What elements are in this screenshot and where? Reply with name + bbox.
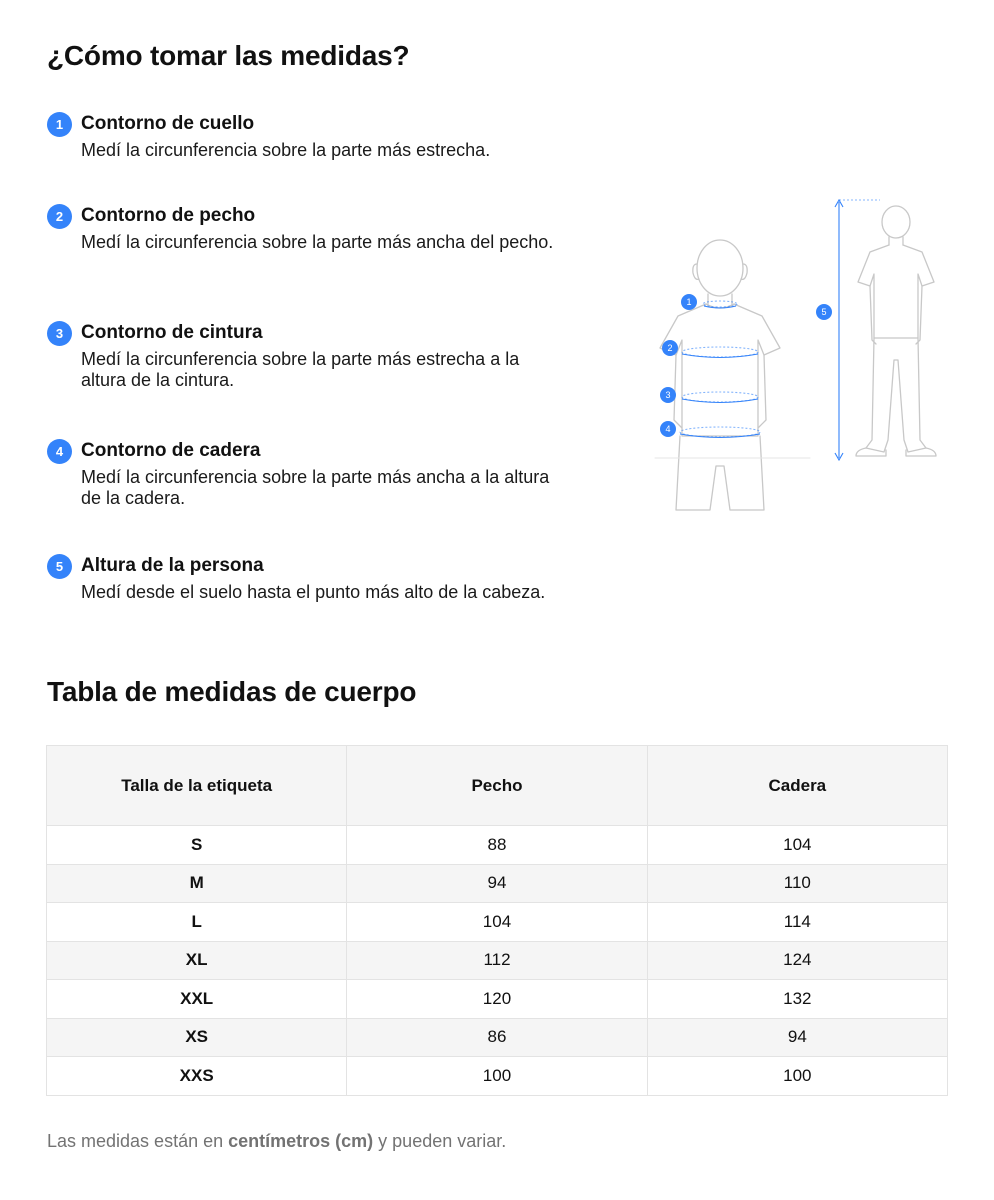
size-cell: XXL: [47, 980, 347, 1019]
size-cell: XXS: [47, 1057, 347, 1096]
chest-cell: 120: [347, 980, 647, 1019]
measurement-markers: [660, 294, 832, 437]
table-row: [47, 941, 948, 980]
chest-cell: 94: [347, 864, 647, 903]
step-number-badge: 3: [47, 321, 72, 346]
step-number-badge: 1: [47, 112, 72, 137]
table-row: [47, 980, 948, 1019]
header-size-label: Talla de la etiqueta: [47, 746, 347, 826]
hip-cell: 110: [647, 864, 947, 903]
svg-text:5: 5: [821, 307, 827, 317]
hip-cell: 100: [647, 1057, 947, 1096]
footnote-unit: centímetros (cm): [228, 1131, 374, 1151]
step-title: Contorno de cadera: [81, 440, 261, 461]
size-table: [46, 745, 948, 1096]
chest-cell: 112: [347, 941, 647, 980]
svg-text:4: 4: [665, 424, 671, 434]
step-title: Contorno de cintura: [81, 322, 263, 343]
svg-text:1: 1: [686, 297, 692, 307]
size-cell: XL: [47, 941, 347, 980]
size-table-title: Tabla de medidas de cuerpo: [47, 676, 417, 707]
size-cell: XS: [47, 1018, 347, 1057]
chest-cell: 86: [347, 1018, 647, 1057]
step-number-badge: 4: [47, 439, 72, 464]
table-header-row: [47, 746, 948, 826]
size-cell: S: [47, 826, 347, 865]
hip-cell: 132: [647, 980, 947, 1019]
step-description: Medí la circunferencia sobre la parte más ancha del pecho.: [81, 232, 554, 252]
step-description: Medí la circunferencia sobre la parte más ancha a la altura de la cadera.: [81, 467, 550, 508]
step-title: Contorno de cuello: [81, 113, 255, 134]
step-title: Altura de la persona: [81, 555, 264, 576]
guide-title: ¿Cómo tomar las medidas?: [47, 40, 410, 71]
step-title: Contorno de pecho: [81, 205, 256, 226]
table-row: [47, 1018, 948, 1057]
size-cell: L: [47, 903, 347, 942]
header-hip: Cadera: [647, 746, 947, 826]
hip-cell: 104: [647, 826, 947, 865]
step-description: Medí desde el suelo hasta el punto más alto de la cabeza.: [81, 582, 546, 602]
chest-cell: 104: [347, 903, 647, 942]
step-number-badge: 5: [47, 554, 72, 579]
chest-cell: 88: [347, 826, 647, 865]
table-row: [47, 826, 948, 865]
chest-cell: 100: [347, 1057, 647, 1096]
step-description: Medí la circunferencia sobre la parte más estrecha.: [81, 140, 491, 160]
table-row: [47, 1057, 948, 1096]
hip-cell: 94: [647, 1018, 947, 1057]
footnote-suffix: y pueden variar.: [373, 1131, 507, 1151]
hip-cell: 114: [647, 903, 947, 942]
footnote-prefix: Las medidas están en: [47, 1131, 229, 1151]
units-footnote: [47, 1131, 506, 1152]
size-cell: M: [47, 864, 347, 903]
hip-cell: 124: [647, 941, 947, 980]
body-measurement-illustration: [640, 190, 960, 520]
step-description: Medí la circunferencia sobre la parte más estrecha a la altura de la cintura.: [81, 349, 520, 390]
header-chest: Pecho: [347, 746, 647, 826]
step-number-badge: 2: [47, 204, 72, 229]
table-row: [47, 903, 948, 942]
table-row: [47, 864, 948, 903]
svg-text:2: 2: [667, 343, 673, 353]
svg-text:3: 3: [665, 390, 671, 400]
